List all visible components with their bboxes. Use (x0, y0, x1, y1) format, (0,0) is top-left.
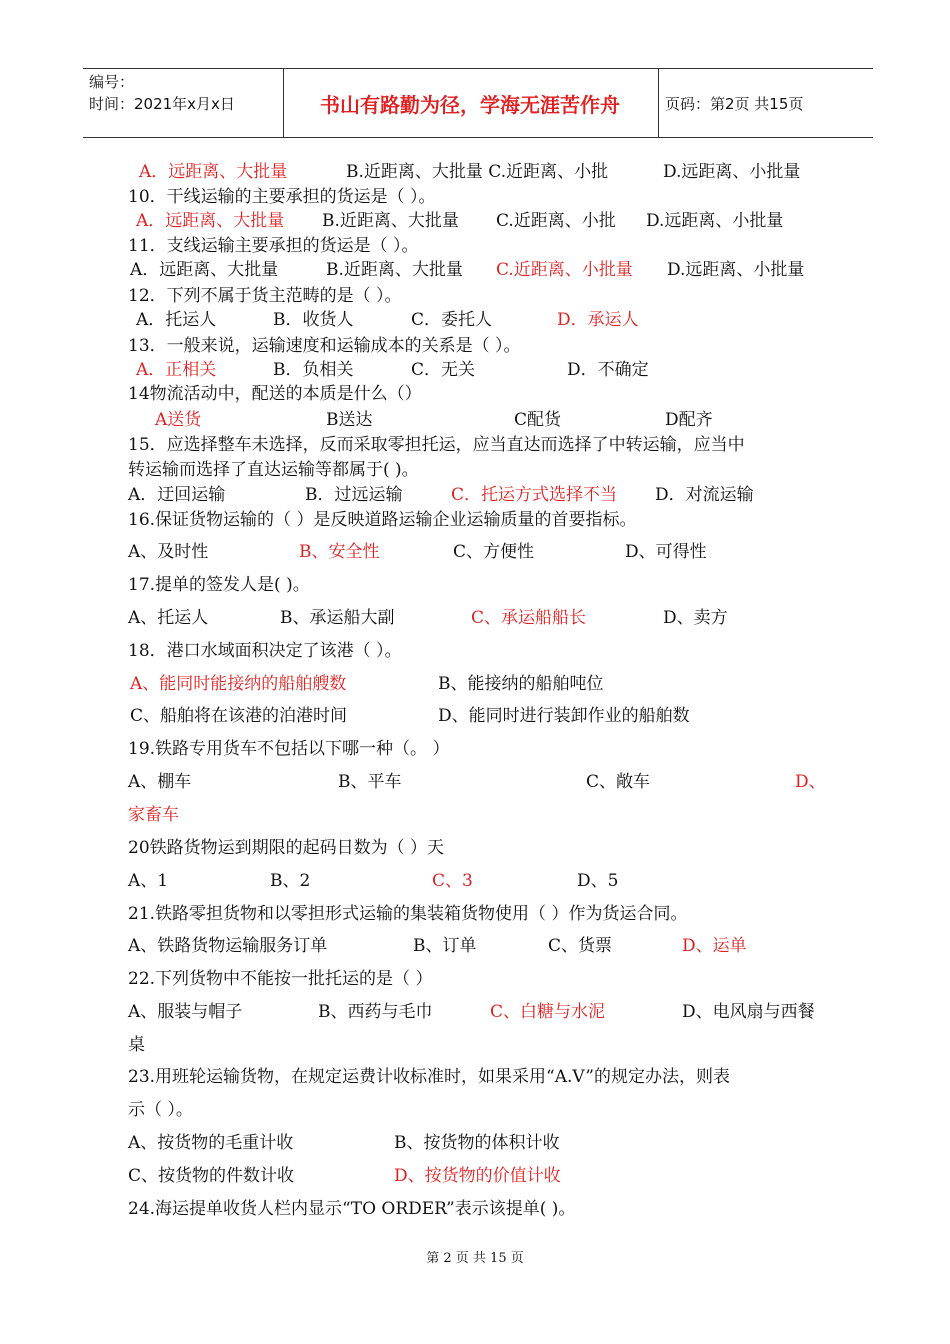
question-text: 18．港口水域面积决定了该港（ ）。 (128, 641, 402, 661)
answer-text: 家畜车 (128, 805, 179, 825)
option-text: C．无关 (411, 360, 476, 380)
option-text: D、可得性 (625, 542, 707, 562)
header-motto: 书山有路勤为径，学海无涯苦作舟 (320, 93, 620, 117)
option-text: B.近距离、大批量 (326, 260, 463, 280)
option-text: A、及时性 (128, 542, 209, 562)
question-text: 示（ ）。 (128, 1100, 193, 1120)
option-text: B.近距离、大批量 (322, 211, 459, 231)
option-text: C、敞车 (586, 772, 651, 792)
page-header (83, 68, 873, 138)
question-text: 桌 (128, 1035, 145, 1055)
question-text: 10．干线运输的主要承担的货运是（ ）。 (128, 187, 436, 207)
header-divider (658, 69, 659, 137)
option-text: B.近距离、大批量 C.近距离、小批 (346, 162, 609, 182)
option-text: B．过远运输 (305, 485, 403, 505)
question-text: 21.铁路零担货物和以零担形式运输的集装箱货物使用（ ）作为货运合同。 (128, 904, 688, 924)
option-text: B送达 (326, 410, 373, 430)
question-text: 14物流活动中，配送的本质是什么（） (128, 384, 422, 404)
option-text: D、卖方 (663, 608, 728, 628)
answer-text: D、 (795, 772, 826, 792)
question-text: 12．下列不属于货主范畴的是（ ）。 (128, 286, 402, 306)
option-text: D．不确定 (567, 360, 649, 380)
answer-text: C、白糖与水泥 (490, 1002, 606, 1022)
answer-text: B、安全性 (299, 542, 380, 562)
option-text: B、能接纳的船舶吨位 (438, 674, 604, 694)
answer-text: C.近距离、小批量 (496, 260, 633, 280)
question-text: 24.海运提单收货人栏内显示“TO ORDER”表示该提单( )。 (128, 1199, 576, 1219)
option-text: C、方便性 (453, 542, 535, 562)
option-text: A、托运人 (128, 608, 209, 628)
option-text: A、棚车 (128, 772, 192, 792)
option-text: C配货 (514, 410, 562, 430)
option-text: A、1 (128, 871, 169, 891)
option-text: D.远距离、小批量 (646, 211, 784, 231)
question-text: 19.铁路专用货车不包括以下哪一种（。 ） (128, 739, 450, 759)
option-text: C、船舶将在该港的泊港时间 (130, 706, 348, 726)
option-text: A．托运人 (136, 310, 217, 330)
question-text: 20铁路货物运到期限的起码日数为（ ）天 (128, 838, 445, 858)
option-text: D、5 (577, 871, 619, 891)
option-text: A．迂回运输 (128, 485, 226, 505)
answer-text: C、承运船船长 (471, 608, 587, 628)
option-text: C．委托人 (411, 310, 493, 330)
question-text: 15．应选择整车未选择，反而采取零担托运，应当直达而选择了中转运输，应当中 (128, 435, 745, 455)
option-text: C、按货物的件数计收 (128, 1166, 295, 1186)
option-text: C、货票 (548, 936, 613, 956)
header-number: 编号： (89, 73, 135, 91)
question-text: 转运输而选择了直达运输等都属于( )。 (128, 460, 419, 480)
question-text: 22.下列货物中不能按一批托运的是（ ） (128, 969, 433, 989)
option-text: C.近距离、小批 (496, 211, 616, 231)
header-time: 时间：2021年x月x日 (89, 95, 235, 113)
question-text: 16.保证货物运输的（ ）是反映道路运输企业运输质量的首要指标。 (128, 510, 637, 530)
option-text: A、铁路货物运输服务订单 (128, 936, 328, 956)
answer-text: A．远距离、大批量 (136, 211, 285, 231)
answer-text: A．远距离、大批量 (139, 162, 288, 182)
page-footer: 第 2 页 共 15 页 (426, 1251, 524, 1266)
option-text: D、电风扇与西餐 (682, 1002, 815, 1022)
option-text: D.远距离、小批量 (667, 260, 805, 280)
option-text: B、订单 (413, 936, 477, 956)
option-text: B．收货人 (273, 310, 354, 330)
answer-text: D、按货物的价值计收 (394, 1166, 561, 1186)
answer-text: D、运单 (682, 936, 747, 956)
question-text: 11．支线运输主要承担的货运是（ ）。 (128, 236, 419, 256)
option-text: B．负相关 (273, 360, 354, 380)
question-text: 13．一般来说，运输速度和运输成本的关系是（ ）。 (128, 336, 521, 356)
option-text: D配齐 (665, 410, 713, 430)
option-text: A、服装与帽子 (128, 1002, 243, 1022)
option-text: B、承运船大副 (280, 608, 395, 628)
answer-text: D．承运人 (557, 310, 639, 330)
option-text: A．远距离、大批量 (130, 260, 279, 280)
question-text: 17.提单的签发人是( )。 (128, 575, 310, 595)
answer-text: C．托运方式选择不当 (451, 485, 618, 505)
option-text: D、能同时进行装卸作业的船舶数 (438, 706, 690, 726)
answer-text: A、能同时能接纳的船舶艘数 (130, 674, 347, 694)
header-divider (283, 69, 284, 137)
option-text: B、西药与毛巾 (318, 1002, 433, 1022)
answer-text: A．正相关 (136, 360, 217, 380)
question-text: 23.用班轮运输货物，在规定运费计收标准时，如果采用“A.V”的规定办法，则表 (128, 1067, 730, 1087)
option-text: B、按货物的体积计收 (394, 1133, 560, 1153)
answer-text: A送货 (155, 410, 202, 430)
answer-text: C、3 (432, 871, 473, 891)
header-meta (89, 71, 235, 115)
header-page-number: 页码：第2页 共15页 (665, 95, 804, 113)
option-text: A、按货物的毛重计收 (128, 1133, 294, 1153)
option-text: B、平车 (338, 772, 402, 792)
option-text: D.远距离、小批量 (663, 162, 801, 182)
option-text: D．对流运输 (655, 485, 754, 505)
option-text: B、2 (270, 871, 311, 891)
